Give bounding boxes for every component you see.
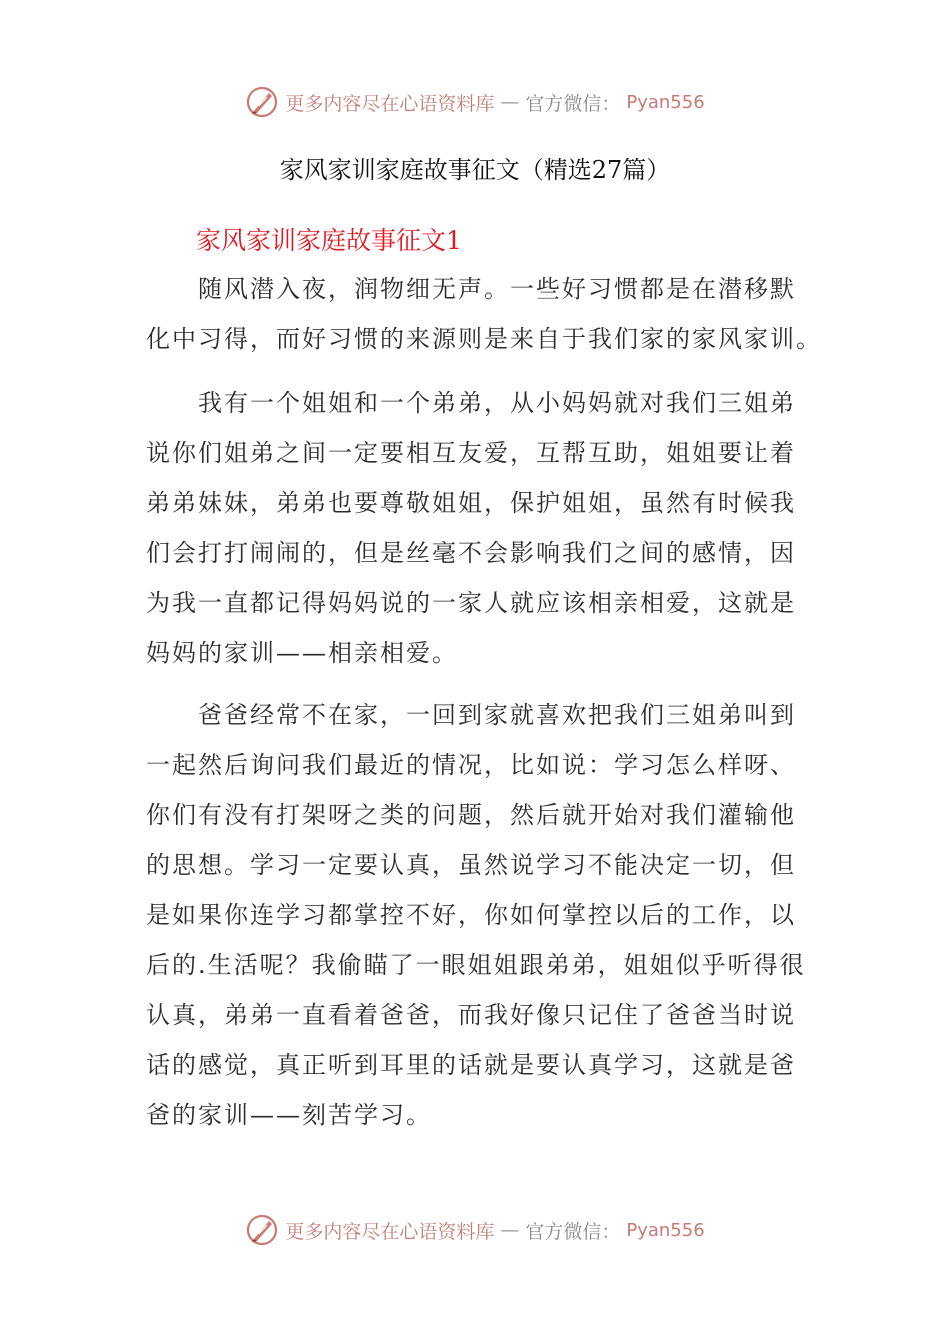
header-banner [0, 82, 950, 122]
paragraph-line: 妈妈的家训——相亲相爱。 [146, 639, 458, 667]
paragraph-1 [146, 264, 822, 364]
paragraph-3 [146, 690, 806, 1140]
paragraph-line: 随风潜入夜，润物细无声。一些好习惯都是在潜移默 [146, 275, 796, 303]
banner-main-text: 更多内容尽在心语资料库 [285, 1220, 495, 1243]
banner-wechat-label: 官方微信： [525, 92, 621, 115]
paragraph-line: 我有一个姐姐和一个弟弟，从小妈妈就对我们三姐弟 [146, 389, 796, 417]
paragraph-line: 爸爸经常不在家，一回到家就喜欢把我们三姐弟叫到 [146, 701, 796, 729]
quill-logo-icon [245, 85, 279, 119]
paragraph-2 [146, 378, 796, 678]
banner-dash: — [500, 91, 520, 113]
paragraph-line: 一起然后询问我们最近的情况，比如说：学习怎么样呀、 [146, 751, 796, 779]
paragraph-line: 们会打打闹闹的，但是丝毫不会影响我们之间的感情，因 [146, 539, 796, 567]
banner-dash: — [500, 1219, 520, 1241]
quill-logo-icon [245, 1213, 279, 1247]
footer-banner [0, 1210, 950, 1250]
paragraph-line: 说你们姐弟之间一定要相互友爱，互帮互助，姐姐要让着 [146, 439, 796, 467]
banner-wechat-label: 官方微信： [525, 1220, 621, 1243]
paragraph-line: 你们有没有打架呀之类的问题，然后就开始对我们灌输他 [146, 801, 796, 829]
banner-main-text: 更多内容尽在心语资料库 [285, 92, 495, 115]
paragraph-line: 为我一直都记得妈妈说的一家人就应该相亲相爱，这就是 [146, 589, 796, 617]
paragraph-line: 后的.生活呢？我偷瞄了一眼姐姐跟弟弟，姐姐似乎听得很 [146, 951, 806, 979]
paragraph-line: 认真，弟弟一直看着爸爸，而我好像只记住了爸爸当时说 [146, 1001, 796, 1029]
paragraph-line: 话的感觉，真正听到耳里的话就是要认真学习，这就是爸 [146, 1051, 796, 1079]
banner-wechat-id: Pyan556 [626, 1219, 705, 1241]
paragraph-line: 弟弟妹妹，弟弟也要尊敬姐姐，保护姐姐，虽然有时候我 [146, 489, 796, 517]
document-title: 家风家训家庭故事征文（精选27篇） [279, 156, 671, 184]
section-title: 家风家训家庭故事征文1 [196, 226, 462, 255]
paragraph-line: 爸的家训——刻苦学习。 [146, 1101, 432, 1129]
paragraph-line: 是如果你连学习都掌控不好，你如何掌控以后的工作，以 [146, 901, 796, 929]
paragraph-line: 化中习得，而好习惯的来源则是来自于我们家的家风家训。 [146, 325, 822, 353]
banner-wechat-id: Pyan556 [626, 91, 705, 113]
paragraph-line: 的思想。学习一定要认真，虽然说学习不能决定一切，但 [146, 851, 796, 879]
